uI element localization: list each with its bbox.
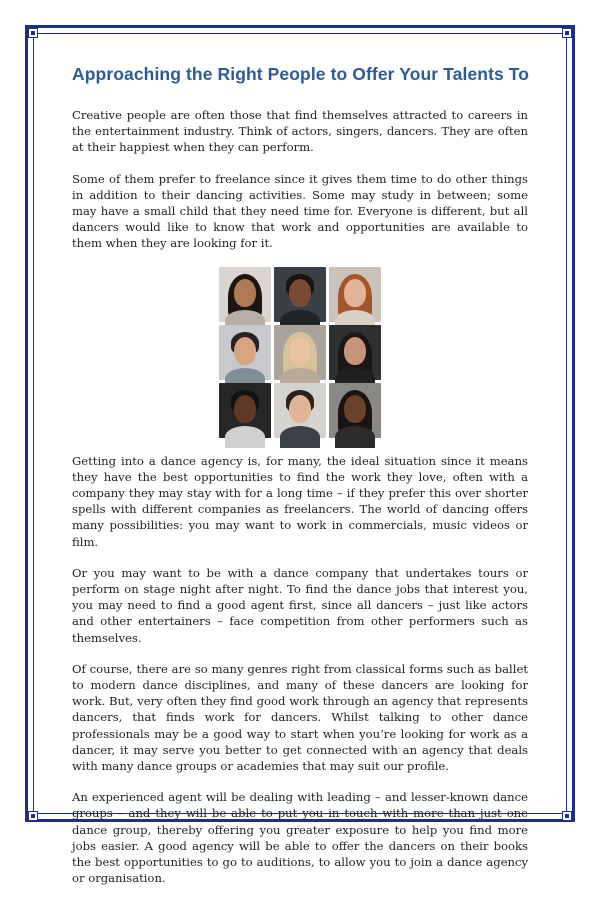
paragraph-experienced-agent: An experienced agent will be dealing with leading – and lesser-known dance groups – and they will be able to put you in touch with more than just one dance group, thereby offering you greater exposure to help you find more jobs easier. A good agency will be able to offer the dancers on their books the best opportunities to go to auditions, to allow you to join a dance agency or organisation. [72,790,528,886]
face-shape [234,279,256,307]
face-shape [289,395,311,423]
headshot-photo [219,383,271,438]
face-shape [289,337,311,365]
headshot-collage [219,267,381,438]
paragraph-intro: Creative people are often those that find themselves attracted to careers in the entertainment industry. Think of actors, singers, dancers. They are often at their happiest when they can perform. [72,108,528,155]
corner-ornament-top-right [562,28,572,38]
corner-ornament-top-left [28,28,38,38]
paragraph-freelance: Some of them prefer to freelance since it gives them time to do other things in addition to their dancing activities. Some may study in between; some may have a small child that they need time for. Everyone is different, but all dancers would like to know that work and opportunities are available to them when they are looking for it. [72,171,528,251]
headshot-photo [329,267,381,322]
face-shape [289,279,311,307]
headshot-photo [219,267,271,322]
corner-ornament-bottom-left [28,811,38,821]
face-shape [344,279,366,307]
face-shape [344,337,366,365]
paragraph-genres: Of course, there are so many genres right from classical forms such as ballet to modern dance disciplines, and many of these dancers are looking for work. But, very often they find good work through an agency that represents dancers, that finds work for dancers. Whilst talking to other dance professionals may be a good way to start when you’re looking for work as a dancer, it may serve you better to get connected with an agency that deals with many dance groups or academies that may suit our profile. [72,661,528,774]
headshot-photo [329,325,381,380]
paragraph-dance-agency: Getting into a dance agency is, for many, the ideal situation since it means they have the best opportunities to find the work they love, often with a company they may stay with for a long time – if they prefer this over shorter spells with different companies as freelancers. The world of dancing offers many possibilities: you may want to work in commercials, music videos or film. [72,453,528,549]
paragraph-dance-company: Or you may want to be with a dance company that undertakes tours or perform on stage night after night. To find the dance jobs that interest you, you may need to find a good agent first, since all dancers – just like actors and other entertainers – face competition from other performers such as themselves. [72,565,528,645]
document-title: Approaching the Right People to Offer Your Talents To [72,64,530,84]
face-shape [344,395,366,423]
corner-ornament-bottom-right [562,811,572,821]
shoulders-shape [280,426,320,448]
headshot-photo [274,267,326,322]
headshot-photo [274,383,326,438]
shoulders-shape [335,426,375,448]
document-body [72,64,528,902]
shoulders-shape [225,426,265,448]
headshot-photo [329,383,381,438]
face-shape [234,395,256,423]
face-shape [234,337,256,365]
headshot-photo [219,325,271,380]
headshot-photo [274,325,326,380]
